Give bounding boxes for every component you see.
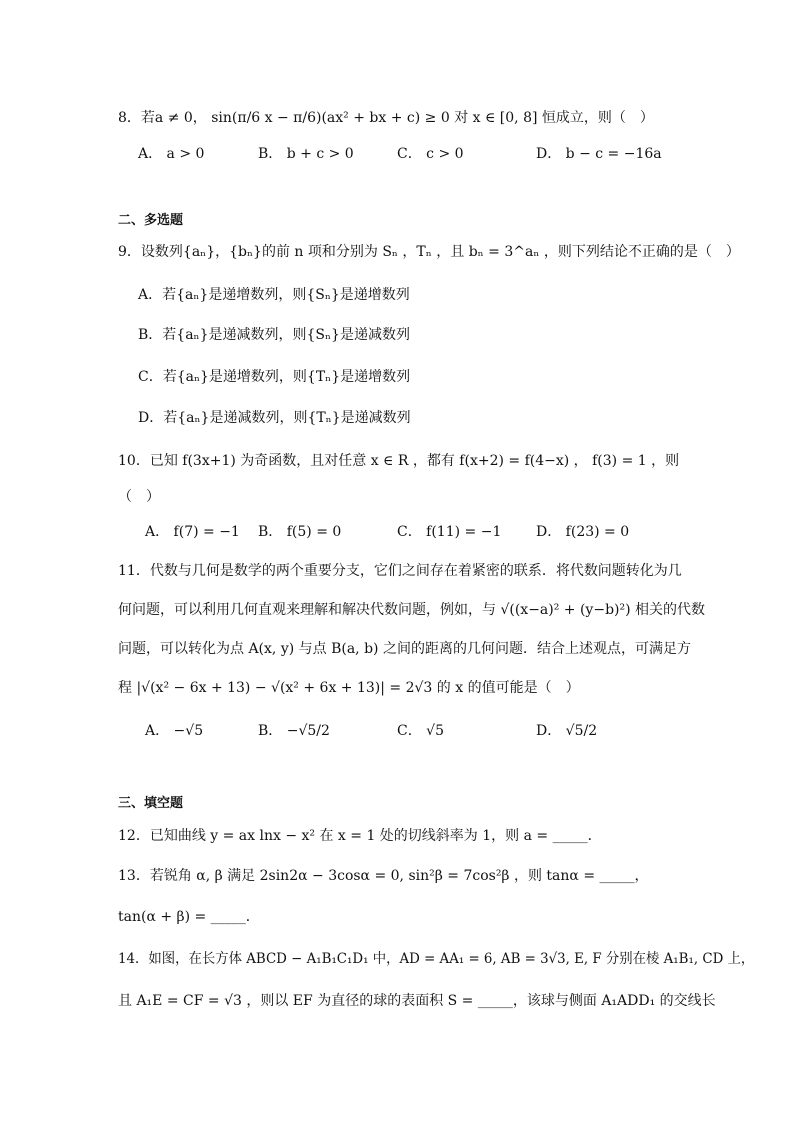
q8-option-a: A． a > 0 [138, 146, 205, 162]
q13-line-1: 13．若锐角 α, β 满足 2sin2α − 3cosα = 0, sin²β = 7cos²β ，则 tanα = _____， [118, 868, 649, 884]
q11-option-d: D． √5/2 [536, 723, 598, 739]
q9-option-b: B．若{aₙ}是递减数列，则{Sₙ}是递减数列 [138, 327, 410, 343]
q8-option-b: B． b + c > 0 [258, 146, 354, 162]
q8-option-d: D． b − c = −16a [536, 146, 662, 162]
q10-option-b: B． f(5) = 0 [258, 524, 342, 540]
q13-line-2: tan(α + β) = _____． [118, 909, 260, 925]
q9-stem: 9．设数列{aₙ}，{bₙ}的前 n 项和分别为 Sₙ ，Tₙ ，且 bₙ = 3^aₙ ，则下列结论不正确的是（ ） [118, 244, 740, 260]
q11-line-3: 问题，可以转化为点 A(x, y) 与点 B(a, b) 之间的距离的几何问题．结合上述观点，可满足方 [118, 641, 691, 657]
q10-option-a: A． f(7) = −1 [145, 524, 240, 540]
q8-stem: 8．若a ≠ 0， sin(π/6 x − π/6)(ax² + bx + c) ≥ 0 对 x ∈ [0, 8] 恒成立，则（ ） [118, 110, 654, 126]
q14-line-2: 且 A₁E = CF = √3 ，则以 EF 为直径的球的表面积 S = _____，该球与侧面 A₁ADD₁ 的交线长 [118, 993, 716, 1009]
q11-line-1: 11．代数与几何是数学的两个重要分支，它们之间存在着紧密的联系．将代数问题转化为几 [118, 563, 682, 579]
section-heading-fill-in: 三、填空题 [118, 796, 184, 811]
q11-option-c: C． √5 [397, 723, 444, 739]
q11-line-4: 程 |√(x² − 6x + 13) − √(x² + 6x + 13)| = 2√3 的 x 的值可能是（ ） [118, 680, 580, 696]
q10-paren: （ ） [118, 489, 160, 505]
q10-option-c: C． f(11) = −1 [397, 524, 502, 540]
q9-option-a: A．若{aₙ}是递增数列，则{Sₙ}是递增数列 [138, 287, 410, 303]
q10-stem: 10．已知 f(3x+1) 为奇函数，且对任意 x ∈ R ，都有 f(x+2) = f(4−x) ， f(3) = 1 ，则 [118, 453, 680, 469]
section-heading-multiple-choice: 二、多选题 [118, 213, 184, 228]
q14-line-1: 14．如图，在长方体 ABCD − A₁B₁C₁D₁ 中，AD = AA₁ = 6, AB = 3√3, E, F 分别在棱 A₁B₁, CD 上， [118, 951, 755, 967]
q9-option-c: C．若{aₙ}是递增数列，则{Tₙ}是递增数列 [138, 369, 411, 385]
q9-option-d: D．若{aₙ}是递减数列，则{Tₙ}是递减数列 [138, 410, 411, 426]
q11-option-b: B． −√5/2 [258, 723, 330, 739]
q12-stem: 12．已知曲线 y = ax lnx − x² 在 x = 1 处的切线斜率为 1，则 a = _____． [118, 828, 602, 844]
q10-option-d: D． f(23) = 0 [536, 524, 630, 540]
q8-option-c: C． c > 0 [397, 146, 464, 162]
q11-line-2: 何问题，可以利用几何直观来理解和解决代数问题，例如，与 √((x−a)² + (y−b)²) 相关的代数 [118, 602, 706, 618]
q11-option-a: A． −√5 [145, 723, 204, 739]
